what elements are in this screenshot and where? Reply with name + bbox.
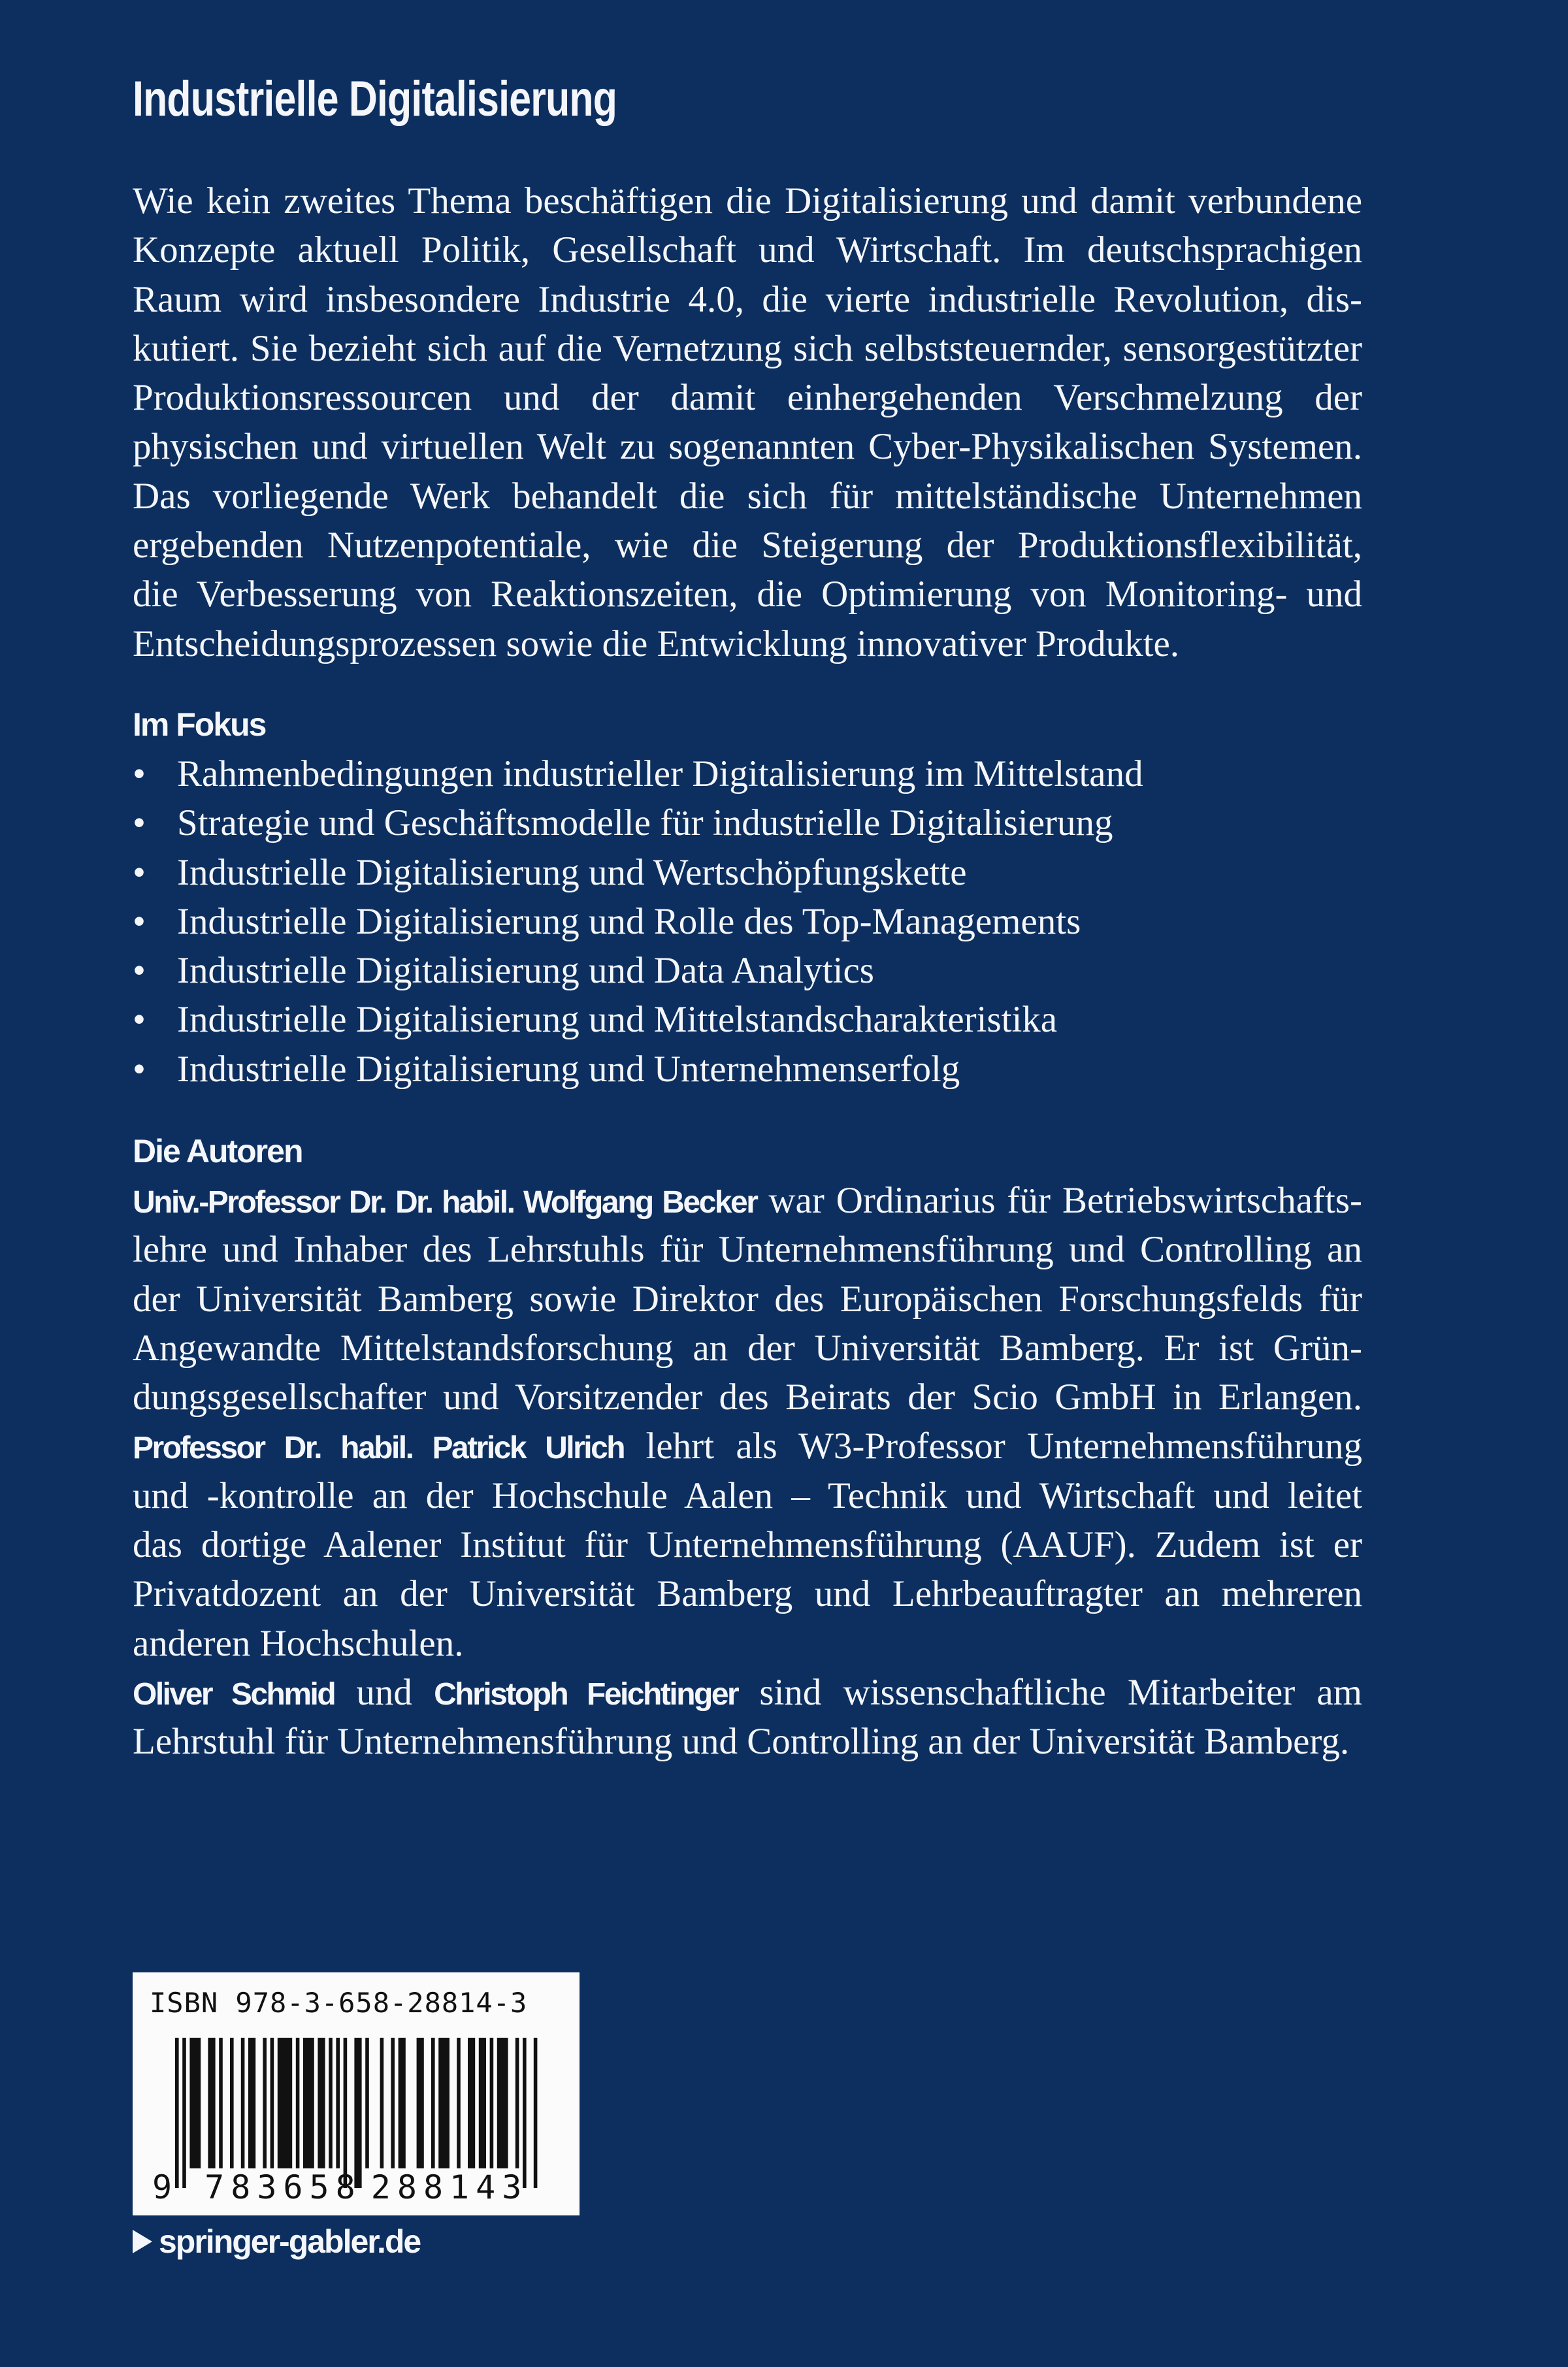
barcode-bar <box>399 2038 406 2168</box>
author-line: der Universität Bamberg sowie Direktor des Europäischen Forschungsfelds für <box>133 1278 1362 1320</box>
author-line: das dortige Aalener Institut für Unternehmensführung (AAUF). Zudem ist er <box>133 1524 1362 1566</box>
publisher-website-link[interactable] <box>133 2223 420 2261</box>
barcode-bar <box>296 2038 300 2168</box>
barcode-bar <box>248 2038 255 2168</box>
barcode-digits <box>152 2168 528 2206</box>
bullet-icon: • <box>133 999 146 1041</box>
list-item <box>133 798 1362 847</box>
author-line <box>133 1668 1362 1717</box>
intro-line: Wie kein zweites Thema beschäftigen die Digitalisierung und damit verbundene <box>133 180 1362 221</box>
list-item <box>133 946 1362 995</box>
author-line: Lehrstuhl für Unternehmensführung und Controlling an der Universität Bamberg. <box>133 1721 1350 1763</box>
barcode-bar <box>354 2038 361 2188</box>
barcode-bar <box>175 2038 179 2188</box>
intro-line: Entscheidungsprozessen sowie die Entwicklung innovativer Produkte. <box>133 623 1180 664</box>
author-name: Oliver Schmid <box>133 1676 335 1712</box>
bullet-icon: • <box>133 753 146 794</box>
barcode-bar <box>189 2038 201 2168</box>
bullet-icon: • <box>133 950 146 992</box>
author-line <box>133 1176 1362 1225</box>
focus-list <box>133 749 1362 1094</box>
barcode-digits-left: 783658 <box>204 2168 362 2206</box>
barcode-bar <box>438 2038 449 2168</box>
barcode-bar <box>263 2038 267 2168</box>
barcode-bar <box>417 2038 424 2168</box>
author-line: und -kontrolle an der Hochschule Aalen – Technik und Wirtschaft und leitet <box>133 1475 1362 1516</box>
barcode-bar <box>468 2038 475 2168</box>
list-item-text: Strategie und Geschäftsmodelle für industrielle Digitalisierung <box>177 802 1113 844</box>
intro-paragraph <box>133 176 1362 668</box>
author-line: anderen Hochschulen. <box>133 1622 464 1664</box>
author-text: sind wissenschaftliche Mitarbeiter am <box>738 1671 1363 1713</box>
list-item-text: Industrielle Digitalisierung und Mittelstandscharakteristika <box>177 999 1058 1041</box>
barcode-bar <box>479 2038 486 2168</box>
author-text: lehrt als W3-Professor Unternehmensführung <box>624 1426 1362 1467</box>
isbn-label: ISBN 978-3-658-28814-3 <box>150 1987 528 2019</box>
authors-heading: Die Autoren <box>133 1133 302 1169</box>
list-item-text: Industrielle Digitalisierung und Wertschöpfungskette <box>177 851 967 893</box>
intro-line: ergebenden Nutzenpotentiale, wie die Steigerung der Produktionsflexibilität, <box>133 525 1362 566</box>
intro-line: Produktionsressourcen und der damit einhergehenden Verschmelzung der <box>133 377 1362 419</box>
barcode-bar <box>336 2038 340 2168</box>
list-item-text: Industrielle Digitalisierung und Data Analytics <box>177 950 874 992</box>
author-line: Privatdozent an der Universität Bamberg und Lehrbeauftragter an mehreren <box>133 1573 1362 1615</box>
website-text: springer-gabler.de <box>159 2223 421 2260</box>
list-item-text: Industrielle Digitalisierung und Unternehmenserfolg <box>177 1048 960 1090</box>
bullet-icon: • <box>133 1048 146 1090</box>
barcode-bar <box>497 2038 508 2168</box>
bullet-icon: • <box>133 900 146 942</box>
intro-line: Konzepte aktuell Politik, Gesellschaft und Wirtschaft. Im deutschsprachigen <box>133 229 1362 271</box>
author-text: war Ordinarius für Betriebswirtschafts- <box>757 1180 1362 1221</box>
barcode-bar <box>490 2038 494 2168</box>
arrow-right-icon <box>133 2230 152 2253</box>
author-line <box>133 1422 1362 1471</box>
author-name: Professor Dr. habil. Patrick Ulrich <box>133 1431 625 1466</box>
barcode-digits-right: 288143 <box>370 2168 529 2206</box>
barcode-bar <box>208 2038 215 2168</box>
authors-section <box>133 1127 1362 1767</box>
focus-section <box>133 700 1362 1094</box>
barcode-bar <box>241 2038 245 2168</box>
list-item <box>133 848 1362 897</box>
author-text: und <box>335 1671 434 1713</box>
list-item <box>133 995 1362 1044</box>
barcode-bar <box>318 2038 325 2168</box>
barcode-bar <box>219 2038 223 2168</box>
bullet-icon: • <box>133 802 146 844</box>
barcode-bar <box>380 2038 384 2168</box>
intro-line: Das vorliegende Werk behandelt die sich für mittelständische Unternehmen <box>133 475 1362 517</box>
book-title: Industrielle Digitalisierung <box>133 71 617 127</box>
bullet-icon: • <box>133 851 146 893</box>
intro-line: physischen und virtuellen Welt zu sogenannten Cyber-Physikalischen Systemen. <box>133 426 1362 468</box>
barcode-bar <box>344 2038 348 2188</box>
intro-line: Raum wird insbesondere Industrie 4.0, die vierte industrielle Revolution, dis- <box>133 278 1362 320</box>
author-line: dungsgesellschafter und Vorsitzender des Beirats der Scio GmbH in Erlangen. <box>133 1377 1362 1418</box>
barcode-bar <box>278 2038 292 2168</box>
focus-heading: Im Fokus <box>133 706 266 743</box>
list-item <box>133 749 1362 798</box>
isbn-barcode <box>133 1972 580 2215</box>
list-item-text: Industrielle Digitalisierung und Rolle des Top-Managements <box>177 900 1081 942</box>
author-line: lehre und Inhaber des Lehrstuhls für Unternehmensführung und Controlling an <box>133 1229 1362 1271</box>
barcode-bar <box>365 2038 369 2168</box>
list-item <box>133 1045 1362 1094</box>
intro-line: die Verbesserung von Reaktionszeiten, die Optimierung von Monitoring- und <box>133 574 1362 615</box>
barcode-bar <box>303 2038 314 2168</box>
author-name: Christoph Feichtinger <box>434 1676 738 1712</box>
barcode-digit-first: 9 <box>152 2168 179 2206</box>
list-item-text: Rahmenbedingungen industrieller Digitalisierung im Mittelstand <box>177 753 1143 794</box>
barcode-bar <box>230 2038 234 2168</box>
barcode-bars-icon <box>175 2038 541 2188</box>
barcode-bar <box>457 2038 461 2168</box>
barcode-bar <box>534 2038 538 2188</box>
barcode-bar <box>182 2038 186 2188</box>
barcode-bar <box>270 2038 274 2168</box>
author-line: Angewandte Mittelstandsforschung an der Universität Bamberg. Er ist Grün- <box>133 1327 1362 1369</box>
list-item <box>133 897 1362 946</box>
barcode-bar <box>329 2038 333 2168</box>
barcode-bar <box>431 2038 435 2168</box>
barcode-bar <box>523 2038 527 2188</box>
intro-line: kutiert. Sie bezieht sich auf die Vernetzung sich selbststeuernder, sensorgestützter <box>133 327 1362 369</box>
author-name: Univ.-Professor Dr. Dr. habil. Wolfgang Becker <box>133 1185 757 1220</box>
barcode-bar <box>391 2038 395 2168</box>
barcode-bar <box>515 2038 519 2168</box>
